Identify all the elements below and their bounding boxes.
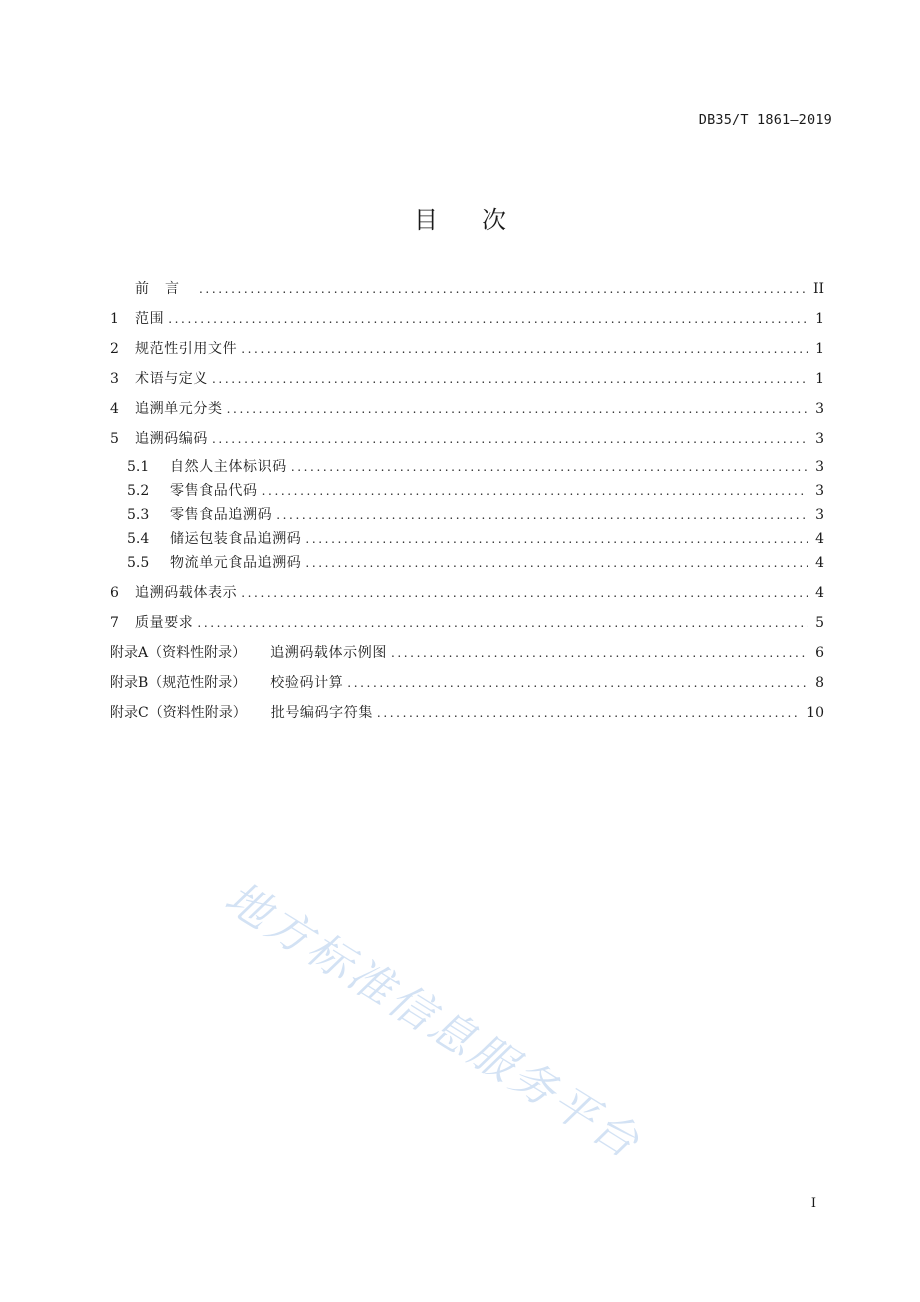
toc-entry-page: 10 <box>806 705 824 721</box>
toc-entry[interactable] <box>110 581 824 611</box>
toc-entry[interactable] <box>110 551 824 581</box>
toc-entry-page: 3 <box>815 459 824 475</box>
toc-entry-label: 追溯单元分类 <box>135 401 223 417</box>
toc-title: 目次 <box>414 206 550 234</box>
toc-entry[interactable] <box>110 455 824 479</box>
toc-entry[interactable] <box>110 307 824 337</box>
toc-entry-page: 4 <box>815 531 824 547</box>
toc-entry-label: 校验码计算 <box>270 675 344 691</box>
toc-entry-page: 3 <box>815 431 824 447</box>
toc-entry-page: 8 <box>815 675 824 691</box>
toc-entry-page: 3 <box>815 507 824 523</box>
toc-entry[interactable] <box>110 277 824 307</box>
toc-entry-label: 零售食品代码 <box>170 483 258 499</box>
toc-entry-page: 4 <box>815 555 824 571</box>
toc-leader-dots <box>262 479 808 503</box>
toc-leader-dots <box>241 581 808 605</box>
toc-leader-dots <box>305 527 808 551</box>
toc-entry-page: 6 <box>815 645 824 661</box>
toc-entry-page: 3 <box>815 483 824 499</box>
toc-entry-number: 附录C（资料性附录） <box>110 705 247 721</box>
toc-leader-dots <box>227 397 808 421</box>
toc-entry[interactable] <box>110 479 824 503</box>
watermark: 地方标准信息服务平台 <box>216 872 651 1170</box>
toc-entry-label: 零售食品追溯码 <box>170 507 273 523</box>
toc-entry-number: 4 <box>110 401 119 417</box>
toc-leader-dots <box>241 337 808 361</box>
toc-entry[interactable] <box>110 337 824 367</box>
toc-entry[interactable] <box>110 641 824 671</box>
toc-leader-dots <box>377 701 800 725</box>
toc-entry-number: 1 <box>110 311 119 327</box>
toc-entry[interactable] <box>110 503 824 527</box>
toc-entry-label: 规范性引用文件 <box>135 341 238 357</box>
toc-entry-label: 质量要求 <box>135 615 194 631</box>
toc-leader-dots <box>391 641 808 665</box>
toc-entry-label: 追溯码载体示例图 <box>270 645 387 661</box>
toc-entry[interactable] <box>110 671 824 701</box>
toc-entry-page: 1 <box>815 311 824 327</box>
toc-entry[interactable] <box>110 367 824 397</box>
toc-entry[interactable] <box>110 427 824 457</box>
toc-entry-page: 5 <box>815 615 824 631</box>
toc-entry-number: 5.5 <box>127 555 150 571</box>
toc-entry[interactable] <box>110 611 824 641</box>
toc-entry-page: 3 <box>815 401 824 417</box>
toc-entry-label: 术语与定义 <box>135 371 208 387</box>
toc-entry-number: 5 <box>110 431 119 447</box>
toc-entry-label: 批号编码字符集 <box>270 705 373 721</box>
toc-entry-number: 5.1 <box>127 459 150 475</box>
toc-entry-number: 附录A（资料性附录） <box>110 645 247 661</box>
standard-code: DB35/T 1861—2019 <box>698 112 832 128</box>
toc-leader-dots <box>212 427 808 451</box>
toc-leader-dots <box>212 367 808 391</box>
toc-entry-label: 范围 <box>135 311 165 327</box>
toc-entry-label: 物流单元食品追溯码 <box>170 555 302 571</box>
toc-entry[interactable] <box>110 527 824 551</box>
toc-entry-page: 1 <box>815 341 824 357</box>
toc-entry-page: 1 <box>815 371 824 387</box>
toc-leader-dots <box>168 307 808 331</box>
toc-entry-number: 7 <box>110 615 119 631</box>
toc-leader-dots <box>305 551 808 575</box>
toc-entry-label: 储运包装食品追溯码 <box>170 531 302 547</box>
toc-entry-number: 6 <box>110 585 119 601</box>
toc-entry-label: 追溯码载体表示 <box>135 585 238 601</box>
toc-entry-label: 追溯码编码 <box>135 431 208 447</box>
toc-leader-dots <box>347 671 808 695</box>
toc-entry-number: 附录B（规范性附录） <box>110 675 247 691</box>
toc-entry-page: II <box>812 281 824 297</box>
toc-leader-dots <box>199 277 807 301</box>
toc-entry-number: 5.2 <box>127 483 150 499</box>
toc-entry-number: 5.3 <box>127 507 150 523</box>
toc-leader-dots <box>276 503 808 527</box>
toc-entry-label: 前言 <box>135 281 195 297</box>
toc-entry[interactable] <box>110 397 824 427</box>
toc-entry-number: 2 <box>110 341 119 357</box>
table-of-contents <box>110 277 824 731</box>
toc-entry-page: 4 <box>815 585 824 601</box>
toc-entry-number: 5.4 <box>127 531 150 547</box>
toc-leader-dots <box>197 611 808 635</box>
toc-entry[interactable] <box>110 701 824 731</box>
toc-leader-dots <box>291 455 808 479</box>
toc-entry-number: 3 <box>110 371 119 387</box>
toc-entry-label: 自然人主体标识码 <box>170 459 287 475</box>
page-number: I <box>810 1196 816 1211</box>
